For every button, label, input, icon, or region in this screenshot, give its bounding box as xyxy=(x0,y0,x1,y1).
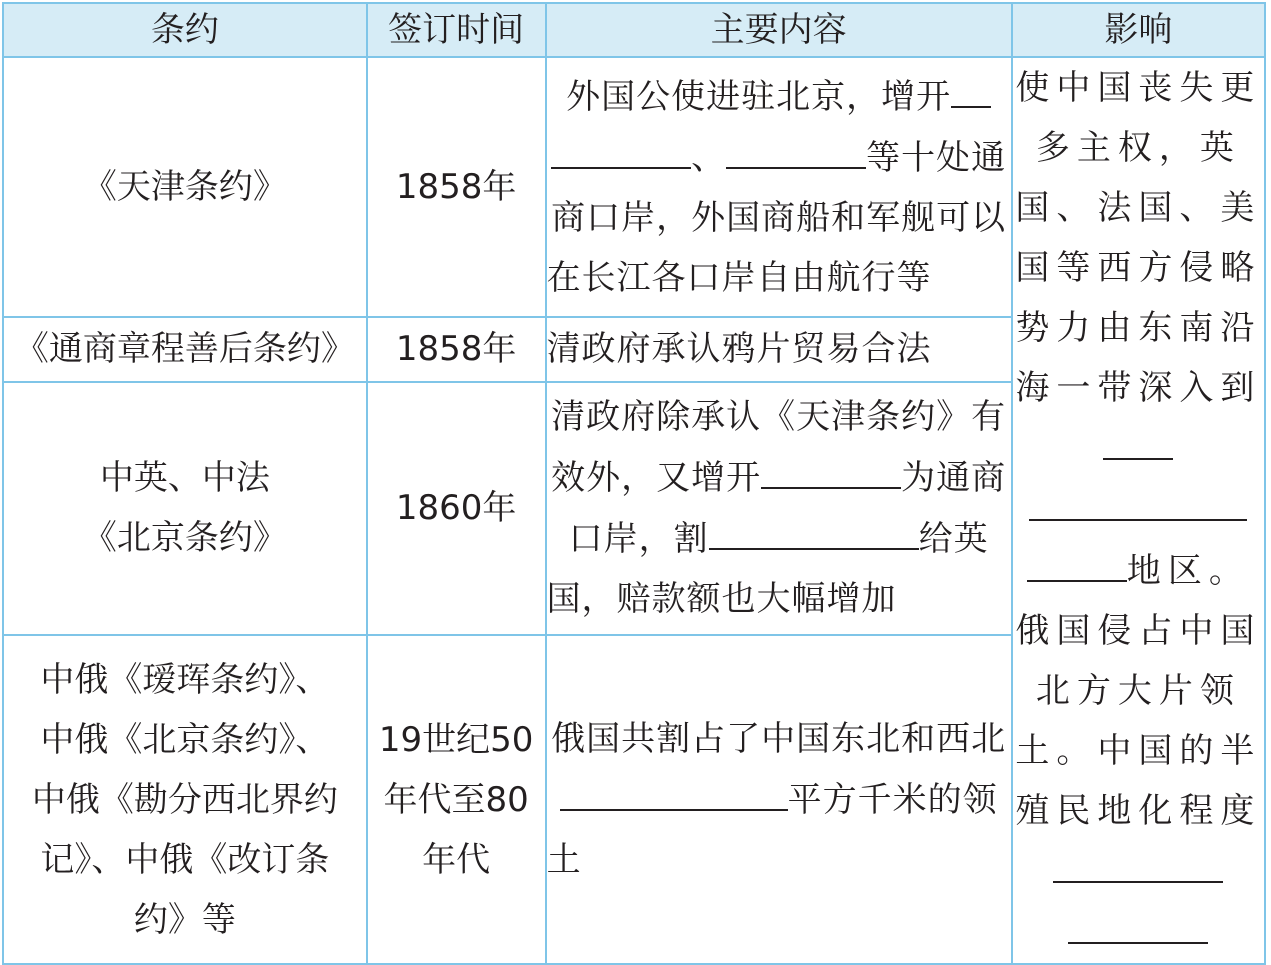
date-line: 年代至80 xyxy=(383,779,529,820)
header-date: 签订时间 xyxy=(367,3,546,57)
treaty-date xyxy=(367,635,546,964)
treaty-date: 1858年 xyxy=(367,317,546,381)
content-text: 外国公使进驻北京，增开 xyxy=(566,77,952,118)
answer-blank[interactable] xyxy=(1027,540,1127,582)
treaty-name: 《通商章程善后条约》 xyxy=(3,317,367,381)
treaty-content xyxy=(546,57,1012,317)
treaty-content xyxy=(546,382,1012,636)
treaty-date: 1860年 xyxy=(367,382,546,636)
treaty-name: 《天津条约》 xyxy=(3,57,367,317)
treaty-name-line: 《北京条约》 xyxy=(82,518,287,559)
impact-text: 地区。俄国侵占中国北方大片领土。中国的半殖民地化程度 xyxy=(1015,551,1262,831)
answer-blank[interactable] xyxy=(709,508,919,550)
treaty-content xyxy=(546,635,1012,964)
content-text: 清政府除承认《天津条约》有效外，又增开 xyxy=(551,397,1007,499)
impact-cell xyxy=(1012,57,1265,964)
content-text: 、 xyxy=(691,138,727,179)
content-text: 给英国，赔款额也大幅增加 xyxy=(546,519,989,620)
treaty-name: 中俄《瑷珲条约》、中俄《北京条约》、中俄《勘分西北界约记》、中俄《改订条约》等 xyxy=(3,635,367,964)
content-text: 清政府承认鸦片贸易合法 xyxy=(546,329,932,370)
answer-blank[interactable] xyxy=(560,769,788,811)
answer-blank[interactable] xyxy=(551,127,691,169)
answer-blank[interactable] xyxy=(1068,902,1208,944)
answer-blank[interactable] xyxy=(1103,418,1173,460)
answer-blank[interactable] xyxy=(1053,841,1223,883)
answer-blank[interactable] xyxy=(726,127,866,169)
answer-blank[interactable] xyxy=(951,66,991,108)
header-content: 主要内容 xyxy=(546,3,1012,57)
answer-blank[interactable] xyxy=(761,447,901,489)
content-text: 俄国共割占了中国东北和西北 xyxy=(551,719,1007,760)
header-treaty: 条约 xyxy=(3,3,367,57)
treaty-date: 1858年 xyxy=(367,57,546,317)
content-text: 等十处通商口岸，外国商船和军舰可以在长江各口岸自由航行等 xyxy=(546,138,1007,299)
table-row xyxy=(3,57,1265,317)
page xyxy=(2,2,1266,965)
header-impact: 影响 xyxy=(1012,3,1265,57)
header-row xyxy=(3,3,1265,57)
impact-text: 使中国丧失更多主权，英国、法国、美国等西方侵略势力由东南沿海一带深入到 xyxy=(1015,68,1262,408)
treaty-table xyxy=(2,2,1266,965)
treaty-content xyxy=(546,317,1012,381)
date-line: 19世纪50 xyxy=(378,719,534,760)
content-text: 平方千米的领土 xyxy=(546,780,998,881)
treaty-name xyxy=(3,382,367,636)
content-text: 为通商口岸，割 xyxy=(568,458,1007,560)
answer-blank[interactable] xyxy=(1029,479,1247,521)
treaty-name-line: 中英、中法 xyxy=(99,458,270,499)
date-line: 年代 xyxy=(422,839,491,880)
